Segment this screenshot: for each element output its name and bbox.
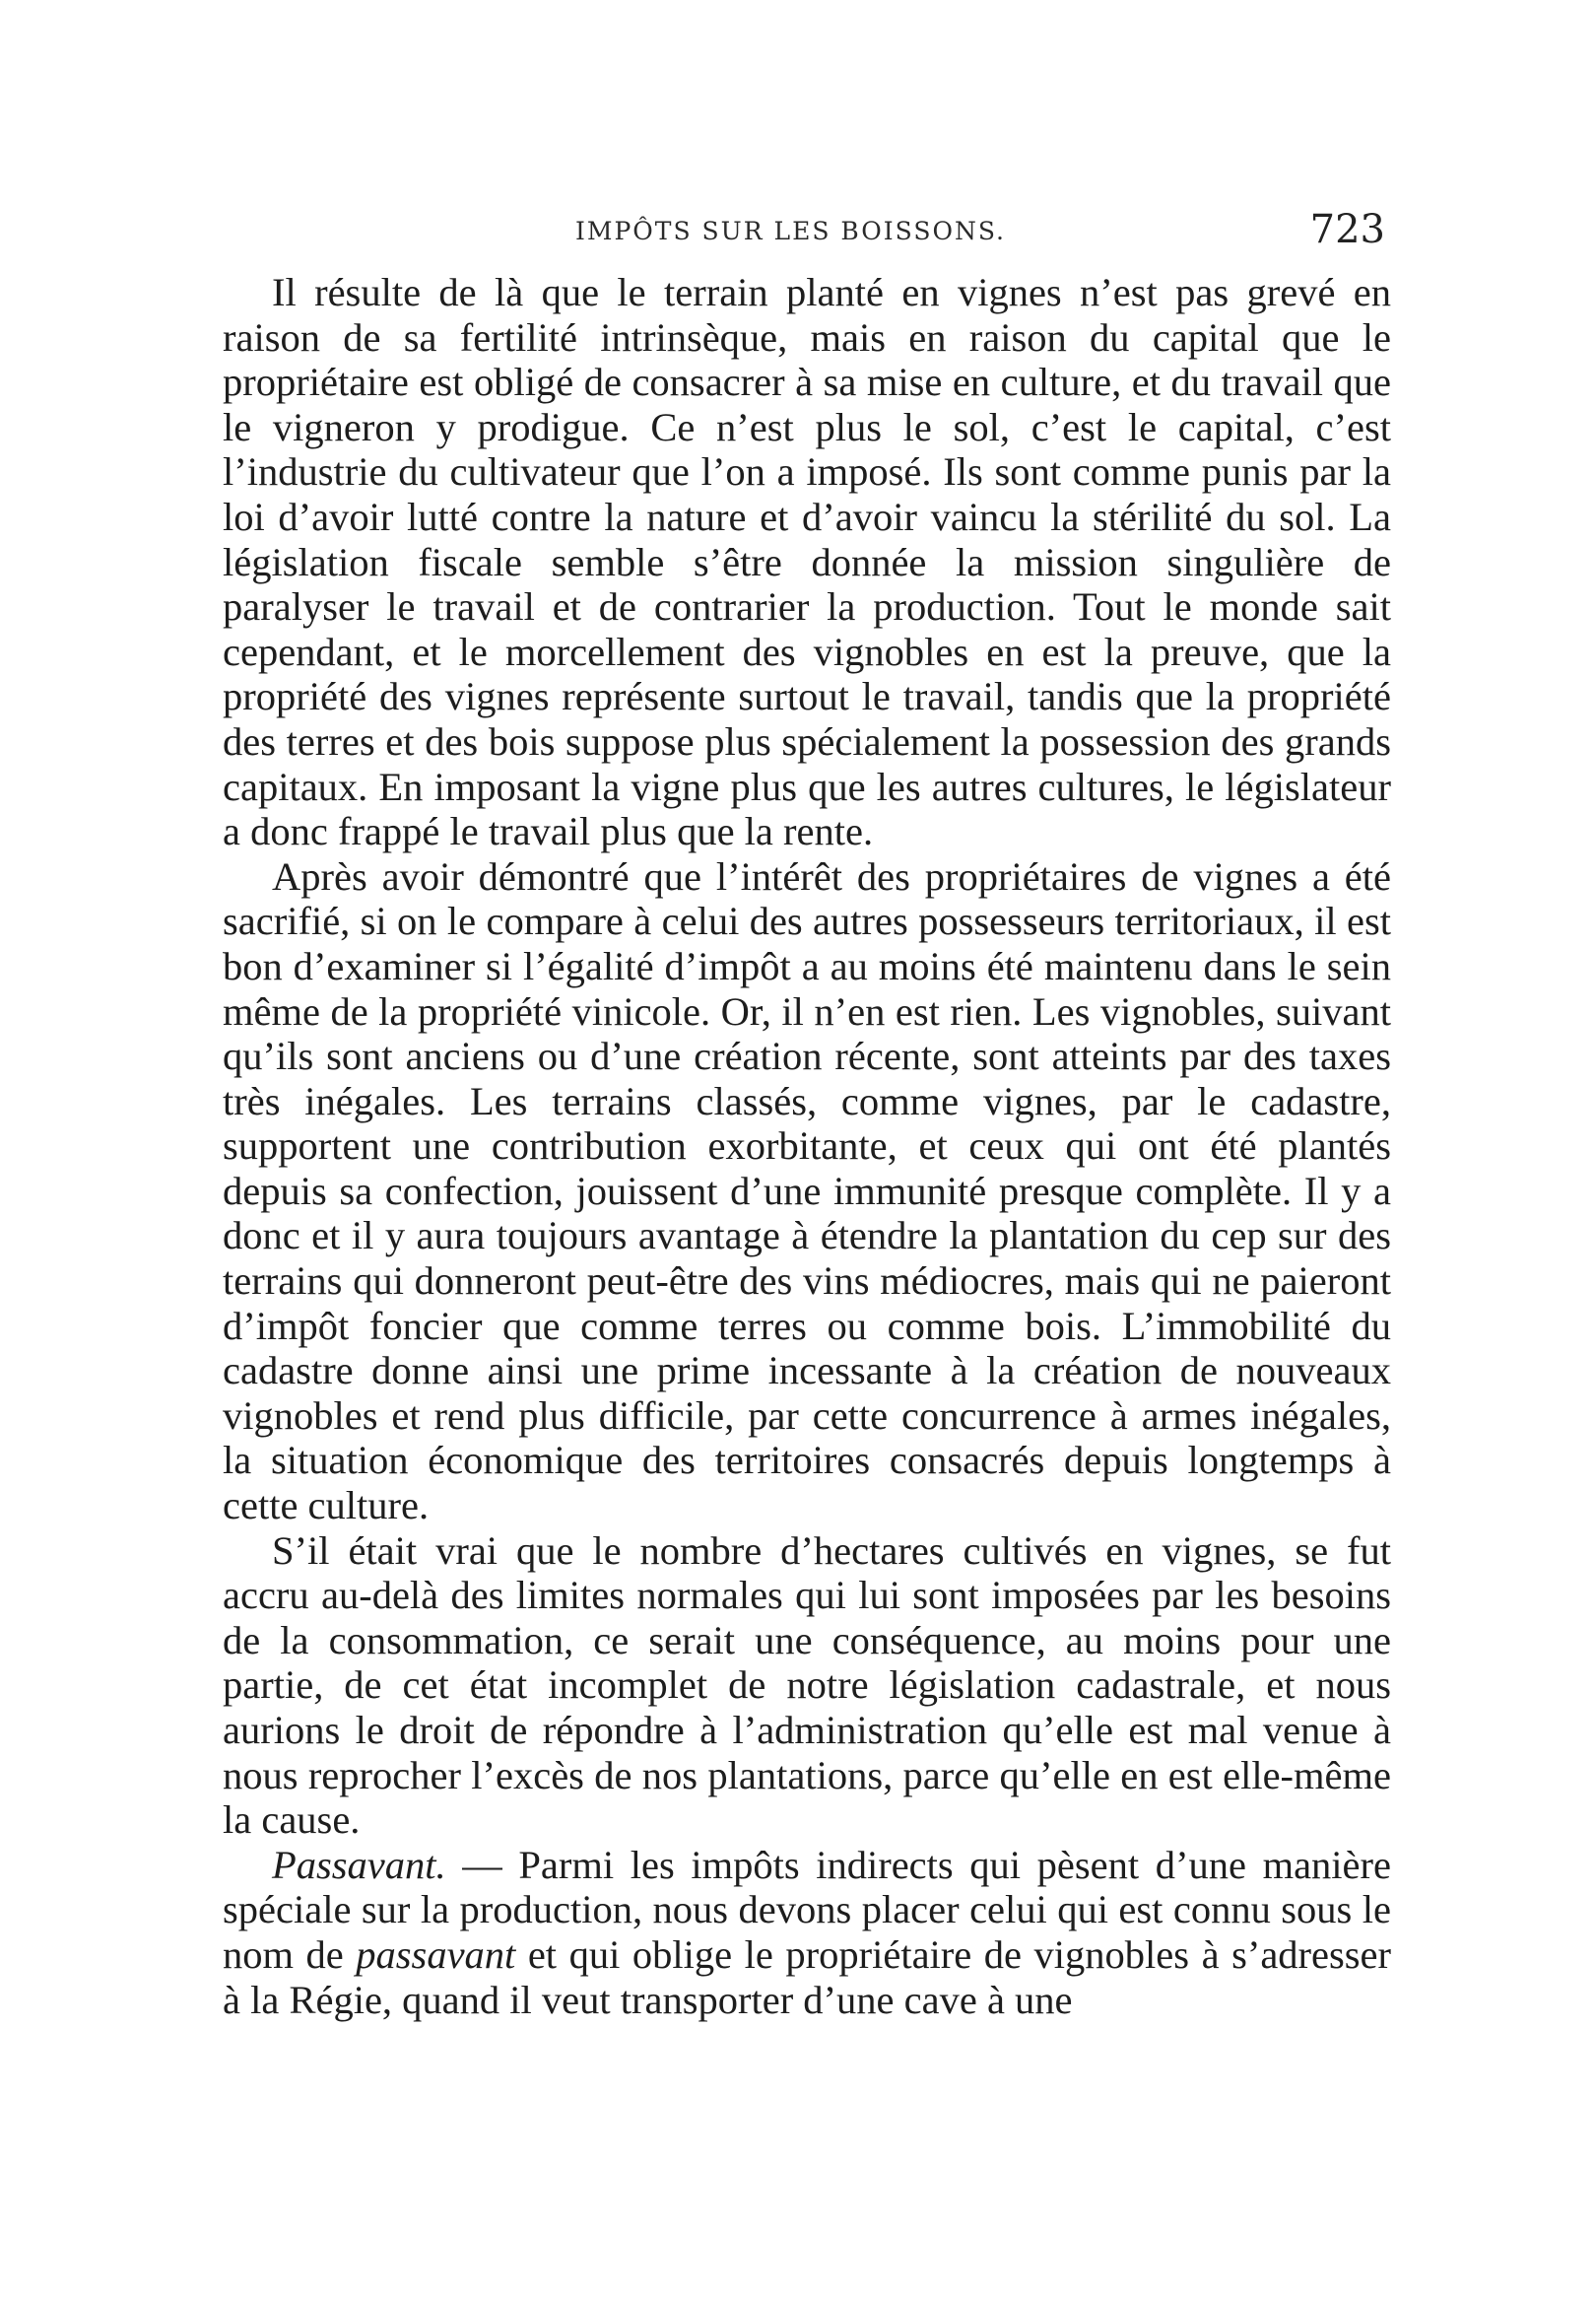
passavant-term: passavant xyxy=(356,1931,516,1977)
paragraph-2: Après avoir démontré que l’intérêt des propriétaires de vignes a été sacrifié, si on le compare à celui des autres possesseurs territoriaux, il est bon d’examiner si l’égalité d’impôt a au moins été maintenu dans le sein même de la propriété vinicole. Or, il n’en est rien. Les vignobles, suivant qu’ils sont anciens ou d’une création récente, sont atteints par des taxes très inégales. Les terrains classés, comme vignes, par le cadastre, supportent une contribution exorbitante, et ceux qui ont été plantés depuis sa confection, jouissent d’une immunité presque complète. Il y a donc et il y aura toujours avantage à étendre la plantation du cep sur des terrains qui donneront peut-être des vins médiocres, mais qui ne paieront d’impôt foncier que comme terres ou comme bois. L’immobilité du cadastre donne ainsi une prime incessante à la création de nouveaux vignobles et rend plus difficile, par cette concurrence à armes inégales, la situation économique des territoires consacrés depuis longtemps à cette culture. xyxy=(223,853,1391,1528)
paragraph-4 xyxy=(223,1843,1391,2022)
paragraph-1: Il résulte de là que le terrain planté en vignes n’est pas grevé en raison de sa fertilité intrinsèque, mais en raison du capital que le propriétaire est obligé de consacrer à sa mise en culture, et du travail que le vigneron y prodigue. Ce n’est plus le sol, c’est le capital, c’est l’industrie du cultivateur que l’on a imposé. Ils sont comme punis par la loi d’avoir lutté contre la nature et d’avoir vaincu la stérilité du sol. La législation fiscale semble s’être donnée la mission singulière de paralyser le travail et de contrarier la production. Tout le monde sait cependant, et le morcellement des vignobles en est la preuve, que la propriété des vignes représente surtout le travail, tandis que la propriété des terres et des bois suppose plus spécialement la possession des grands capitaux. En imposant la vigne plus que les autres cultures, le législateur a donc frappé le travail plus que la rente. xyxy=(223,270,1391,854)
running-title: IMPÔTS SUR LES BOISSONS. xyxy=(575,217,1007,245)
paragraph-4-text-a: — Parmi les impôts indirects qui pèsent d’une manière spéciale sur la production, nous devons placer celui qui est connu sous le nom de xyxy=(223,1842,1391,1977)
body-text xyxy=(223,270,1391,2022)
paragraph-3: S’il était vrai que le nombre d’hectares cultivés en vignes, se fut accru au-delà des limites normales qui lui sont imposées par les besoins de la consommation, ce serait une conséquence, au moins pour une partie, de cet état incomplet de notre législation cadastrale, et nous aurions le droit de répondre à l’administration qu’elle est mal venue à nous reprocher l’excès de nos plantations, parce qu’elle en est elle-même la cause. xyxy=(223,1527,1391,1843)
paragraph-4-text-b: et qui oblige le propriétaire de vignobles à s’adresser à la Régie, quand il veut transporter d’une cave à une xyxy=(223,1931,1391,2022)
passavant-rubric: Passavant. xyxy=(272,1842,446,1887)
running-head xyxy=(225,203,1389,258)
page-number: 723 xyxy=(1309,207,1385,252)
